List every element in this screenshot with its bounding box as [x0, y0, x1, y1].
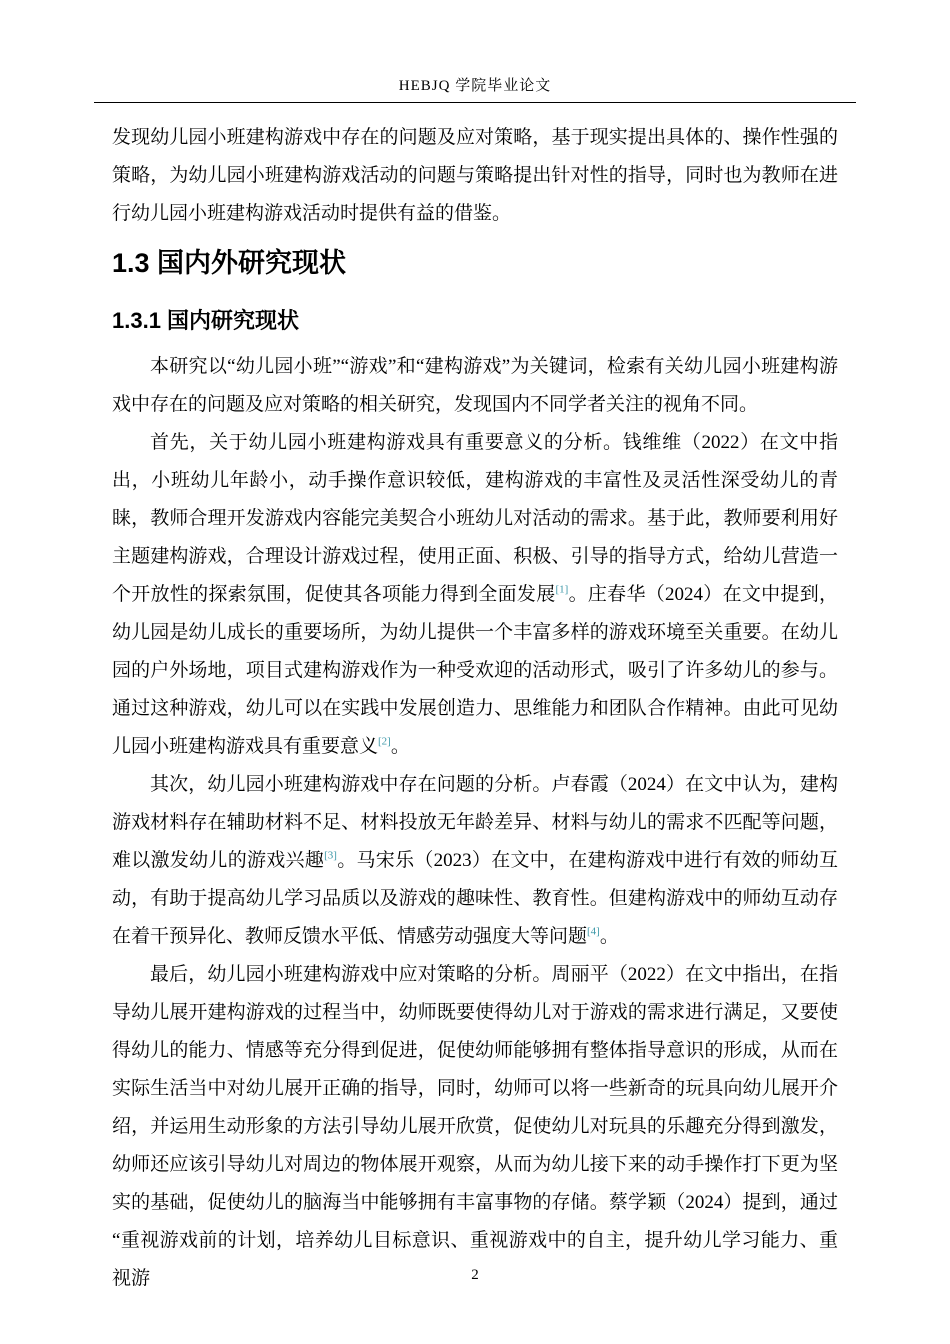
text-run: 。 — [390, 736, 410, 758]
running-head: HEBJQ 学院毕业论文 — [398, 78, 552, 94]
citation-ref-2: [2] — [378, 735, 391, 748]
page-header — [94, 0, 856, 103]
paragraph-research-keywords: 本研究以“幼儿园小班”“游戏”和“建构游戏”为关键词，检索有关幼儿园小班建构游戏中存在的问题及应对策略的相关研究，发现国内不同学者关注的视角不同。 — [112, 356, 838, 416]
citation-ref-4: [4] — [587, 925, 600, 938]
page-footer — [0, 1266, 950, 1284]
text-run: 。 — [599, 926, 619, 948]
text-run: 。马宋乐（2023）在文中，在建构游戏中进行有效的师幼互动，有助于提高幼儿学习品质以及游戏的趣味性、教育性。但建构游戏中的师幼互动存在着干预异化、教师反馈水平低、情感劳动强度大等问题 — [112, 850, 838, 948]
section-heading-1-3: 1.3 国内外研究现状 — [112, 248, 347, 278]
text-run: 。庄春华（2024）在文中提到，幼儿园是幼儿成长的重要场所，为幼儿提供一个丰富多样的游戏环境至关重要。在幼儿园的户外场地，项目式建构游戏作为一种受欢迎的活动形式，吸引了许多幼儿的参与。通过这种游戏，幼儿可以在实践中发展创造力、思维能力和团队合作精神。由此可见幼儿园小班建构游戏具有重要意义 — [112, 584, 838, 758]
citation-ref-1: [1] — [555, 583, 569, 596]
paragraph-strategies-analysis: 最后，幼儿园小班建构游戏中应对策略的分析。周丽平（2022）在文中指出，在指导幼儿展开建构游戏的过程当中，幼师既要使得幼儿对于游戏的需求进行满足，又要使得幼儿的能力、情感等充分得到促进，促使幼师能够拥有整体指导意识的形成，从而在实际生活当中对幼儿展开正确的指导，同时，幼师可以将一些新奇的玩具向幼儿展开介绍，并运用生动形象的方法引导幼儿展开欣赏，促使幼儿对玩具的乐趣充分得到激发，幼师还应该引导幼儿对周边的物体展开观察，从而为幼儿接下来的动手操作打下更为坚实的基础，促使幼儿的脑海当中能够拥有丰富事物的存储。蔡学颖（2024）提到，通过“重视游戏前的计划，培养幼儿目标意识、重视游戏中的自主，提升幼儿学习能力、重视游 — [112, 964, 838, 1290]
text-run: 首先，关于幼儿园小班建构游戏具有重要意义的分析。钱维维（2022）在文中指出，小班幼儿年龄小，动手操作意识较低，建构游戏的丰富性及灵活性深受幼儿的青睐，教师合理开发游戏内容能完美契合小班幼儿对活动的需求。基于此，教师要利用好主题建构游戏，合理设计游戏过程，使用正面、积极、引导的指导方式，给幼儿营造一个开放性的探索氛围，促使其各项能力得到全面发展 — [112, 432, 838, 606]
text-run: 其次，幼儿园小班建构游戏中存在问题的分析。卢春霞（2024）在文中认为，建构游戏材料存在辅助材料不足、材料投放无年龄差异、材料与幼儿的需求不匹配等问题，难以激发幼儿的游戏兴趣 — [112, 774, 838, 872]
citation-ref-3: [3] — [324, 849, 337, 862]
page-number: 2 — [471, 1267, 479, 1283]
paragraph-continuation: 发现幼儿园小班建构游戏中存在的问题及应对策略，基于现实提出具体的、操作性强的策略，为幼儿园小班建构游戏活动的问题与策略提出针对性的指导，同时也为教师在进行幼儿园小班建构游戏活动时提供有益的借鉴。 — [112, 127, 838, 224]
page-content — [112, 119, 838, 1298]
subsection-heading-1-3-1: 1.3.1 国内研究现状 — [112, 307, 300, 333]
paragraph-problems-analysis — [112, 766, 838, 956]
paragraph-significance-analysis — [112, 424, 838, 766]
